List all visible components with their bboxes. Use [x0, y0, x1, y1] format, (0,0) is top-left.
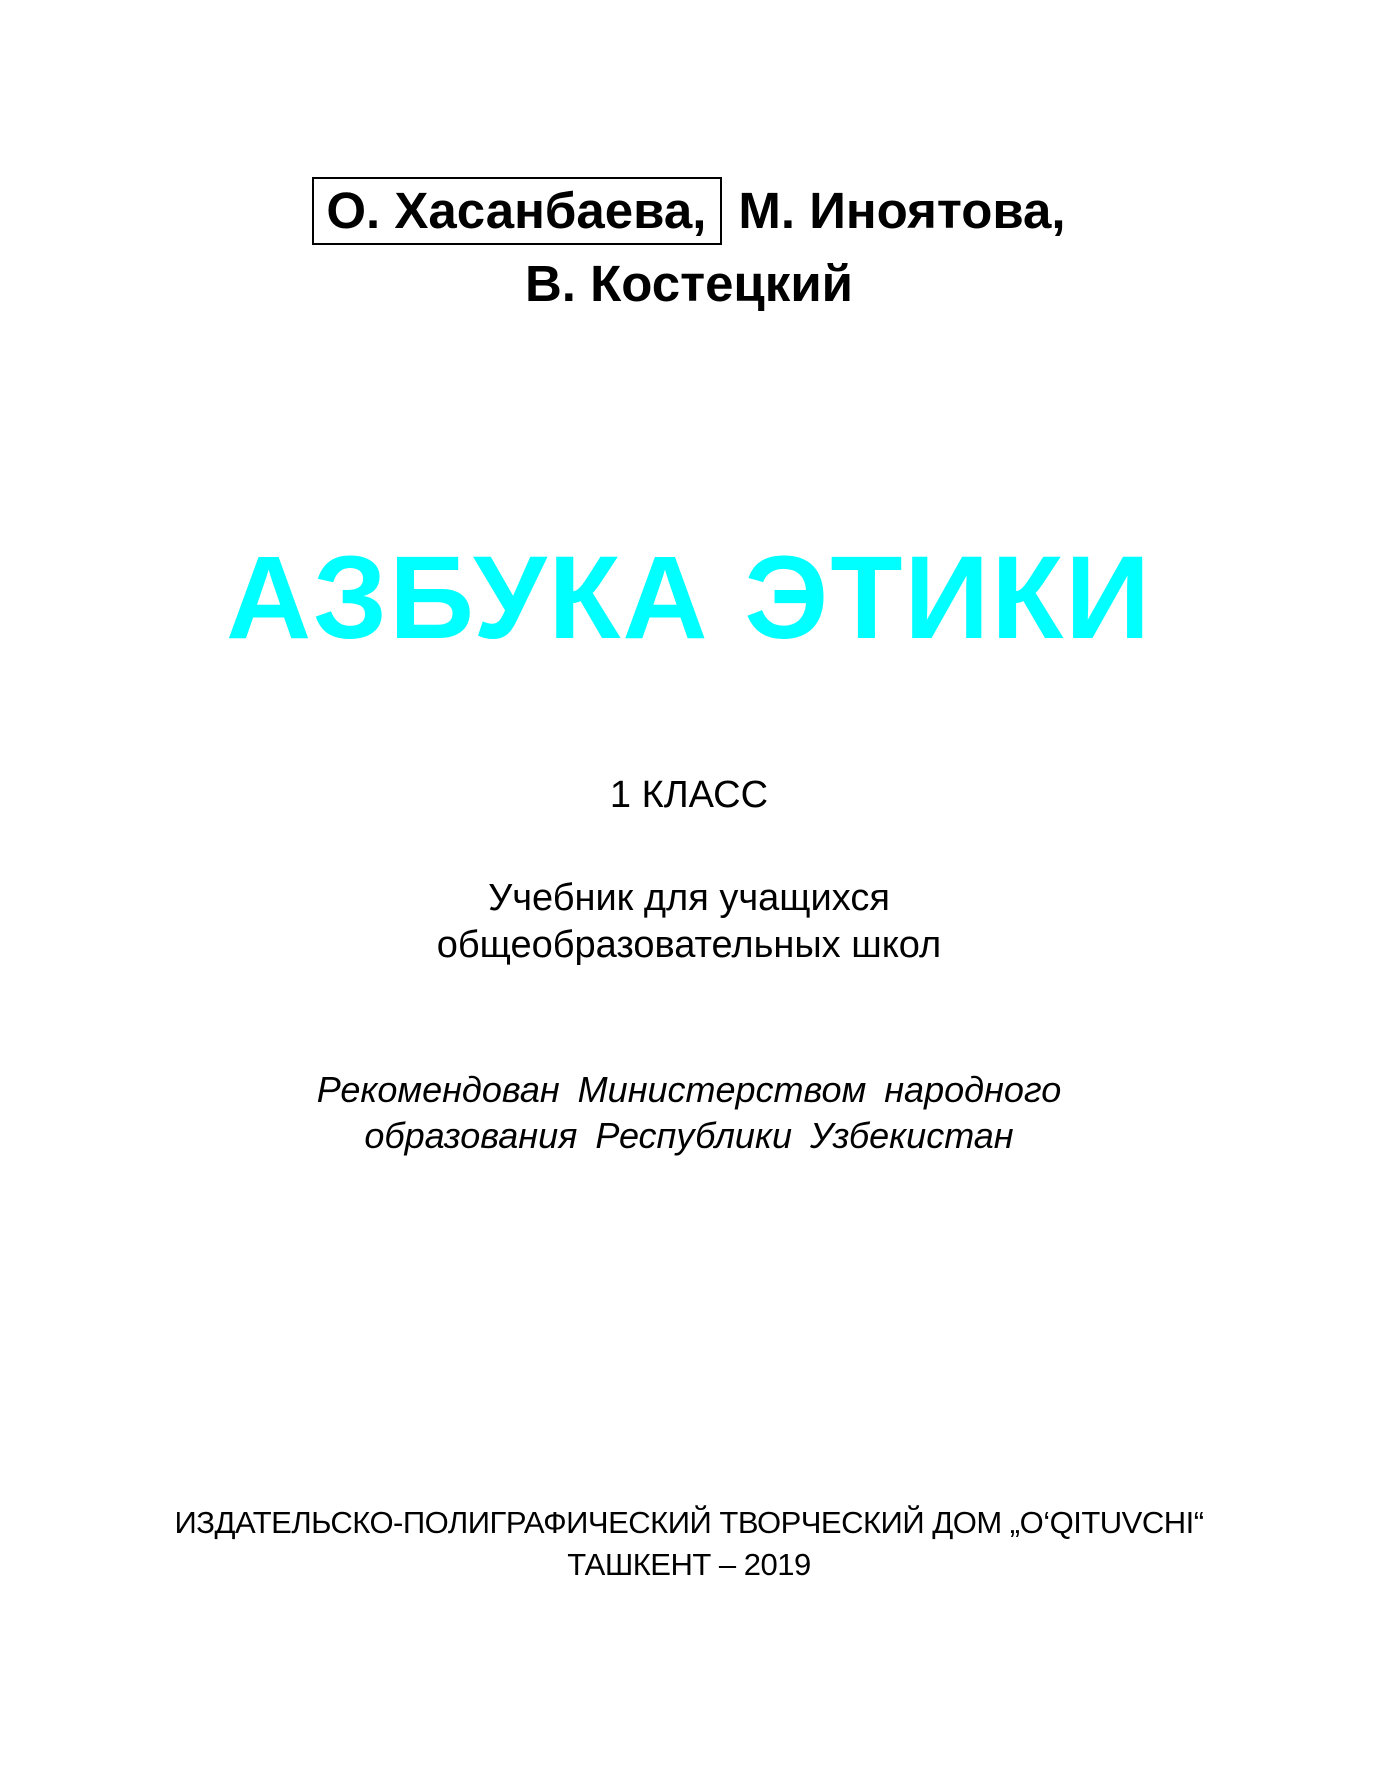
book-title: АЗБУКА ЭТИКИ [225, 532, 1153, 664]
grade-label: 1 КЛАСС [609, 774, 769, 816]
publisher-block [0, 1502, 1378, 1586]
recommendation-note [0, 1067, 1378, 1159]
authors-line-2 [0, 252, 1378, 316]
subtitle-line-1: Учебник для учащихся [488, 877, 890, 919]
publisher-city-year: ТАШКЕНТ – 2019 [567, 1547, 811, 1582]
recommendation-line-1: Рекомендован Министерством народного [316, 1069, 1062, 1110]
recommendation-line-2: образования Республики Узбекистан [364, 1115, 1014, 1156]
author-first-boxed: О. Хасанбаева, [312, 177, 722, 245]
subtitle [0, 875, 1378, 969]
subtitle-line-2: общеобразовательных школ [436, 924, 942, 966]
authors-line-1 [0, 176, 1378, 246]
author-third: В. Костецкий [524, 255, 854, 312]
publisher-name: ИЗДАТЕЛЬСКО-ПОЛИГРАФИЧЕСКИЙ ТВОРЧЕСКИЙ ДОМ „O‘QITUVCHI“ [174, 1505, 1204, 1540]
author-second: М. Иноятова, [738, 182, 1066, 239]
